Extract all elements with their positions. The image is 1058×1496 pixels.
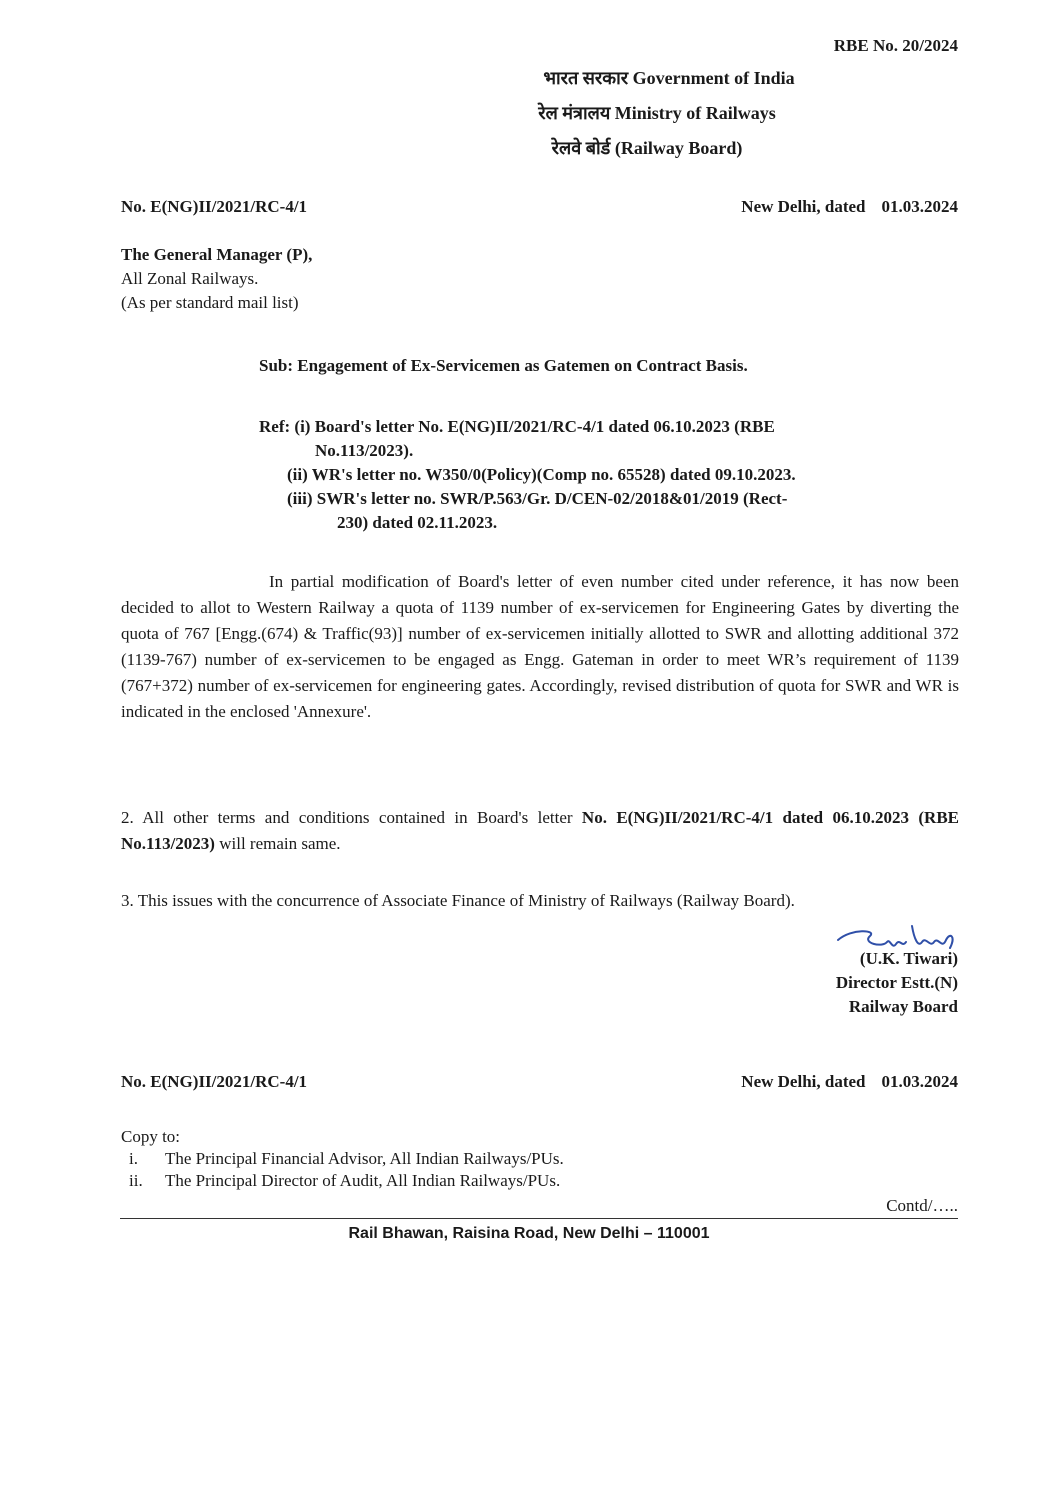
header-ministry-hindi: रेल मंत्रालय: [538, 103, 611, 123]
addressee-note: (As per standard mail list): [121, 293, 299, 312]
header-government-hindi: भारत सरकार: [543, 68, 629, 88]
footer-address: Rail Bhawan, Raisina Road, New Delhi – 110001: [348, 1225, 710, 1242]
paragraph-3: 3. This issues with the concurrence of Associate Finance of Ministry of Railways (Railway Board).: [121, 891, 795, 910]
addressee-block: [121, 243, 312, 315]
reference-item: [287, 487, 959, 535]
signatory-office: Railway Board: [848, 997, 958, 1016]
addressee-title: The General Manager (P),: [121, 245, 313, 264]
reference-num: (ii): [287, 465, 308, 484]
place-date-label: New Delhi, dated: [741, 1072, 866, 1091]
reference-num: (i): [294, 417, 311, 436]
header-government-english: Government of India: [632, 68, 795, 88]
paragraph-2-text-end: will remain same.: [214, 834, 341, 853]
reference-text: WR's letter no. W350/0(Policy)(Comp no. 65528) dated 09.10.2023.: [311, 465, 796, 484]
copy-to-num: ii.: [129, 1171, 143, 1190]
copy-to-text: The Principal Financial Advisor, All Indian Railways/PUs.: [165, 1149, 564, 1168]
copy-to-text: The Principal Director of Audit, All Indian Railways/PUs.: [165, 1171, 561, 1190]
copy-to-item: [121, 1170, 564, 1192]
references-block: [259, 415, 959, 535]
copy-to-block: [121, 1126, 564, 1192]
copy-to-item: [121, 1148, 564, 1170]
addressee-org: All Zonal Railways.: [121, 269, 259, 288]
header-board-english: (Railway Board): [614, 138, 743, 158]
reference-text: Board's letter No. E(NG)II/2021/RC-4/1 dated 06.10.2023 (RBE: [314, 417, 775, 436]
letter-number-top: No. E(NG)II/2021/RC-4/1: [121, 197, 308, 216]
paragraph-2-reference: No. E(NG)II/2021/RC-4/1 dated 06.10.2023 (RBE No.113/2023): [121, 808, 959, 853]
paragraph-2: [121, 805, 959, 857]
place-date-label: New Delhi, dated: [741, 197, 866, 216]
signatory-name: (U.K. Tiwari): [859, 949, 958, 968]
references-label: Ref:: [259, 417, 291, 436]
reference-item: [259, 415, 959, 463]
continued-marker: Contd/…..: [886, 1196, 958, 1215]
paragraph-1: In partial modification of Board's letter of even number cited under reference, it has now been decided to allot to Western Railway a quota of 1139 number of ex-servicemen for Engineering Gates by diverting the quota of 767 [Engg.(674) & Traffic(93)] number of ex-servicemen initially allotted to SWR and allotting additional 372 (1139-767) number of ex-servicemen to be engaged as Engg. Gateman in order to meet WR’s requirement of 1139 (767+372) number of ex-servicemen for engineering gates. Accordingly, revised distribution of quota for SWR and WR is indicated in the enclosed 'Annexure'.: [121, 572, 959, 721]
copy-to-label: Copy to:: [121, 1127, 181, 1146]
reference-text: SWR's letter no. SWR/P.563/Gr. D/CEN-02/2018&01/2019 (Rect-: [316, 489, 788, 508]
header-government: [140, 66, 1058, 90]
header-ministry: [128, 101, 1058, 125]
paragraph-2-text: 2. All other terms and conditions contained in Board's letter: [121, 808, 582, 827]
letter-number-bottom: No. E(NG)II/2021/RC-4/1: [121, 1072, 308, 1091]
subject-line: Sub: Engagement of Ex-Servicemen as Gatemen on Contract Basis.: [259, 356, 748, 375]
reference-item: [287, 463, 959, 487]
rbe-number: RBE No. 20/2024: [833, 36, 958, 55]
header-board: [118, 136, 1058, 160]
footer-divider: [120, 1218, 958, 1219]
signatory-designation: Director Estt.(N): [835, 973, 958, 992]
reference-num: (iii): [287, 489, 313, 508]
reference-text-cont: No.113/2023).: [315, 441, 414, 460]
date-value: 01.03.2024: [881, 197, 958, 216]
signatory-block: [836, 947, 958, 1019]
date-value: 01.03.2024: [881, 1072, 958, 1091]
letter-date-bottom: [741, 1071, 958, 1093]
header-board-hindi: रेलवे बोर्ड: [551, 138, 611, 158]
header-ministry-english: Ministry of Railways: [614, 103, 776, 123]
copy-to-num: i.: [129, 1149, 138, 1168]
letter-date-top: [741, 196, 958, 218]
reference-text-cont: 230) dated 02.11.2023.: [337, 513, 498, 532]
